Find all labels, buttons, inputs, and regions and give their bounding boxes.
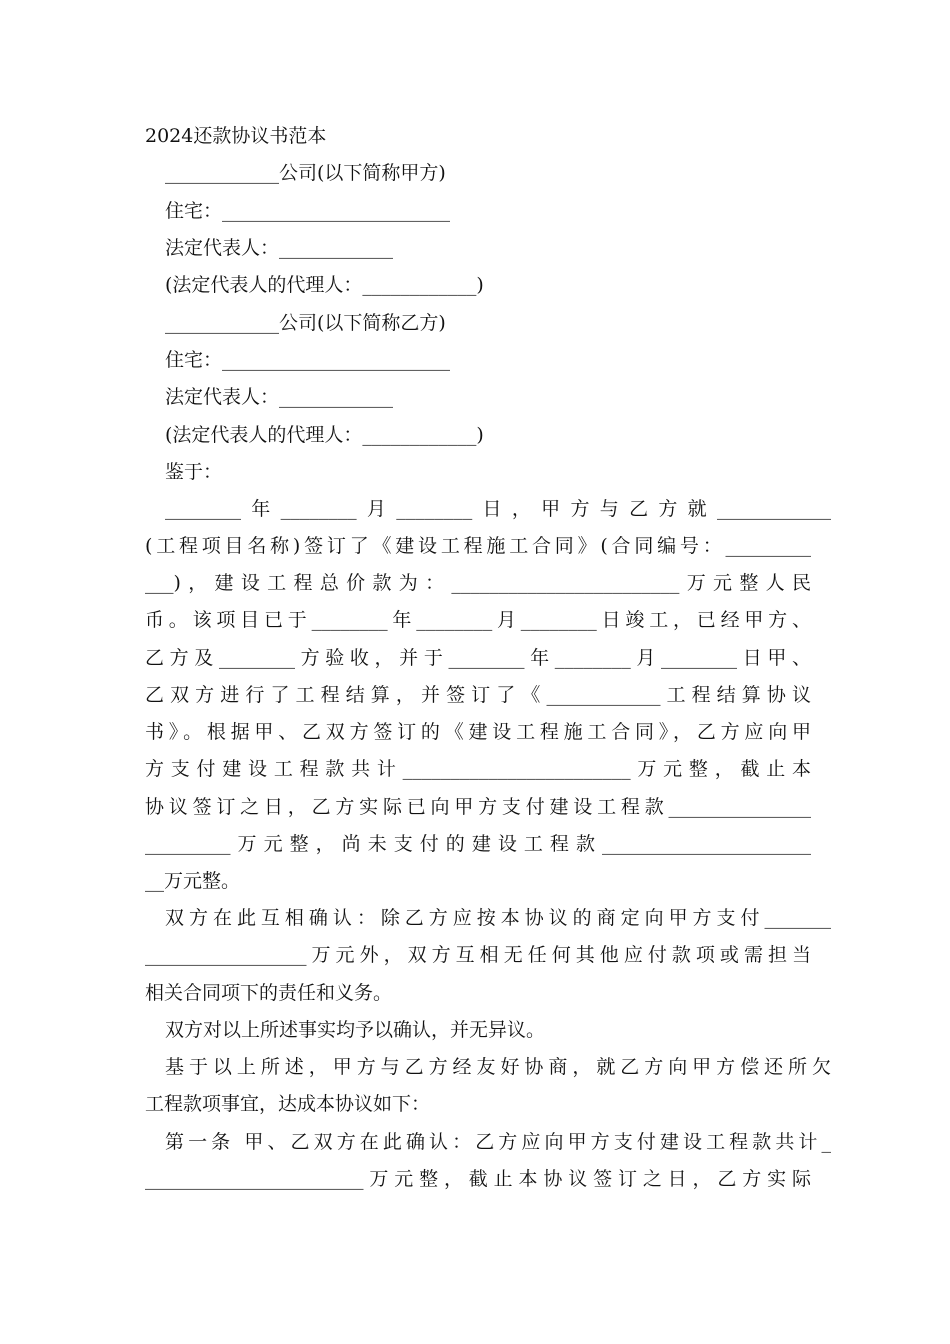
whereas-heading: 鉴于： bbox=[165, 461, 223, 483]
paragraph-line: 协议签订之日，乙方实际已向甲方支付建设工程款_______________ bbox=[145, 796, 811, 818]
paragraph-line: 双方在此互相确认：除乙方应按本协议的商定向甲方支付_______ bbox=[165, 907, 831, 929]
paragraph-line: 双方对以上所述事实均予以确认，并无异议。 bbox=[165, 1019, 546, 1041]
party-a-agent: (法定代表人的代理人：____________) bbox=[165, 274, 484, 296]
paragraph-line: ___)，建设工程总价款为：________________________万元整人民 bbox=[145, 572, 811, 594]
article-one-line: _______________________万元整，截止本协议签订之日，乙方实际 bbox=[145, 1168, 811, 1190]
paragraph-line: _________________万元外，双方互相无任何其他应付款项或需担当 bbox=[145, 944, 811, 966]
paragraph-line: 工程款项事宜，达成本协议如下： bbox=[145, 1093, 431, 1115]
paragraph-line: 书》。根据甲、乙双方签订的《建设工程施工合同》，乙方应向甲 bbox=[145, 721, 811, 743]
paragraph-line: (工程项目名称)签订了《建设工程施工合同》(合同编号：_________ bbox=[145, 535, 811, 557]
paragraph-line: 乙双方进行了工程结算，并签订了《____________工程结算协议 bbox=[145, 684, 811, 706]
paragraph-line: __万元整。 bbox=[145, 870, 241, 892]
paragraph-line: _________万元整，尚未支付的建设工程款______________________ bbox=[145, 833, 811, 855]
paragraph-line: 方支付建设工程款共计________________________万元整，截止本 bbox=[145, 758, 811, 780]
document-title: 2024还款协议书范本 bbox=[145, 125, 327, 147]
party-b-company: ____________公司(以下简称乙方) bbox=[165, 312, 446, 334]
article-one-line: 第一条 甲、乙双方在此确认：乙方应向甲方支付建设工程款共计_ bbox=[165, 1131, 831, 1153]
party-a-address: 住宅：________________________ bbox=[165, 200, 451, 222]
paragraph-line: 乙方及________方验收，并于________年________月________日甲、 bbox=[145, 647, 811, 669]
party-b-address: 住宅：________________________ bbox=[165, 349, 451, 371]
party-b-agent: (法定代表人的代理人：____________) bbox=[165, 424, 484, 446]
paragraph-line: 基于以上所述，甲方与乙方经友好协商，就乙方向甲方偿还所欠 bbox=[165, 1056, 831, 1078]
paragraph-line: 币。该项目已于________年________月________日竣工，已经甲方、 bbox=[145, 609, 811, 631]
paragraph-line: 相关合同项下的责任和义务。 bbox=[145, 982, 393, 1004]
party-b-legal-rep: 法定代表人：____________ bbox=[165, 386, 394, 408]
party-a-legal-rep: 法定代表人：____________ bbox=[165, 237, 394, 259]
paragraph-line: ________年________月________日，甲方与乙方就____________ bbox=[165, 498, 831, 520]
party-a-company: ____________公司(以下简称甲方) bbox=[165, 162, 446, 184]
